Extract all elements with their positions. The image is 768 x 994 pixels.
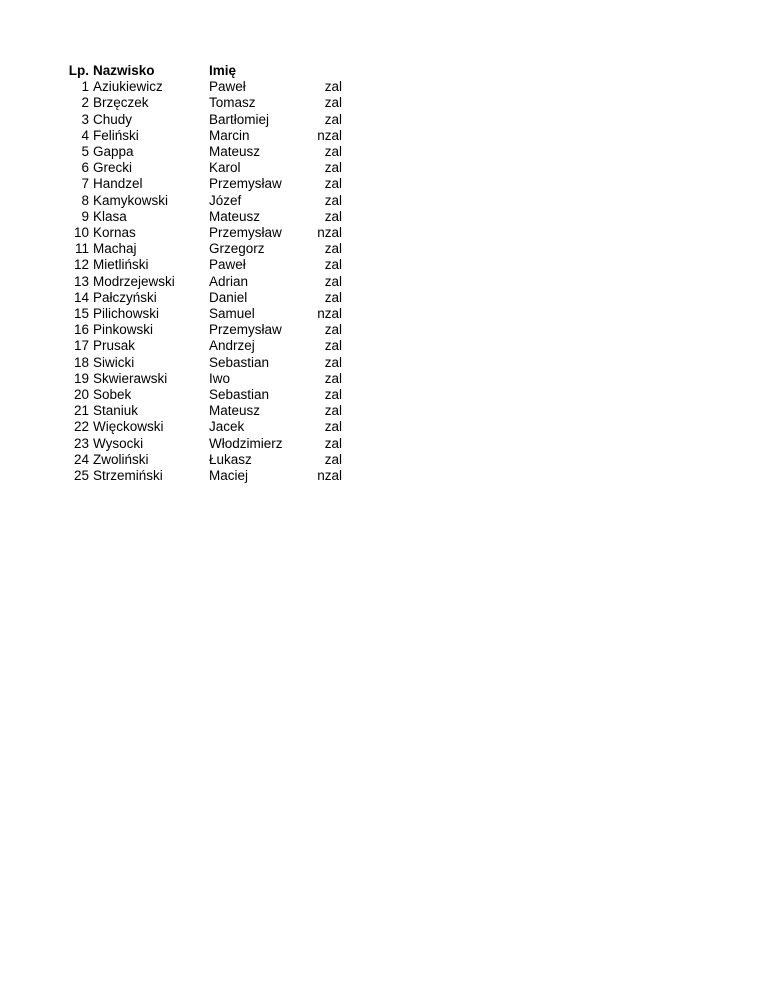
cell-first-name: Maciej <box>209 468 249 484</box>
table-row <box>62 128 342 144</box>
cell-result: zal <box>324 273 342 289</box>
cell-surname: Gappa <box>93 144 134 160</box>
cell-lp: 4 <box>81 127 89 143</box>
cell-first-name: Mateusz <box>209 144 261 160</box>
cell-first-name: Przemysław <box>209 176 282 192</box>
cell-first-name: Marcin <box>209 127 250 143</box>
cell-first-name: Mateusz <box>209 403 261 419</box>
cell-result: zal <box>324 241 342 257</box>
cell-surname: Pinkowski <box>93 322 154 338</box>
cell-result: zal <box>324 354 342 370</box>
cell-result: zal <box>324 370 342 386</box>
cell-surname: Siwicki <box>93 354 135 370</box>
cell-result: zal <box>324 403 342 419</box>
cell-result: zal <box>324 257 342 273</box>
table-row <box>62 355 342 371</box>
cell-first-name: Włodzimierz <box>209 435 283 451</box>
cell-result: zal <box>324 79 342 95</box>
cell-first-name: Sebastian <box>209 387 270 403</box>
table-row <box>62 371 342 387</box>
cell-result: zal <box>324 387 342 403</box>
cell-lp: 10 <box>73 225 89 241</box>
cell-lp: 11 <box>74 241 89 257</box>
cell-lp: 24 <box>73 451 89 467</box>
header-surname: Nazwisko <box>93 63 155 78</box>
table-row <box>62 160 342 176</box>
table-row <box>62 79 342 95</box>
cell-lp: 17 <box>73 338 89 354</box>
cell-first-name: Paweł <box>209 257 246 273</box>
table-row <box>62 468 342 484</box>
cell-lp: 15 <box>73 306 89 322</box>
cell-result: nzal <box>317 306 342 322</box>
cell-result: zal <box>324 419 342 435</box>
cell-surname: Sobek <box>93 387 132 403</box>
table-row <box>62 209 342 225</box>
cell-result: zal <box>324 111 342 127</box>
cell-lp: 9 <box>81 208 89 224</box>
cell-surname: Brzęczek <box>93 95 149 111</box>
cell-result: zal <box>324 208 342 224</box>
cell-result: zal <box>324 289 342 305</box>
cell-lp: 7 <box>81 176 89 192</box>
cell-surname: Klasa <box>93 208 127 224</box>
table-row <box>62 193 342 209</box>
cell-first-name: Karol <box>209 160 241 176</box>
cell-surname: Modrzejewski <box>93 273 175 289</box>
cell-first-name: Iwo <box>209 370 231 386</box>
cell-first-name: Andrzej <box>209 338 255 354</box>
cell-first-name: Bartłomiej <box>209 111 270 127</box>
cell-result: nzal <box>317 225 342 241</box>
cell-surname: Feliński <box>93 127 139 143</box>
cell-lp: 18 <box>73 354 89 370</box>
cell-surname: Pilichowski <box>93 306 160 322</box>
cell-lp: 23 <box>73 435 89 451</box>
cell-lp: 3 <box>81 111 89 127</box>
table-row <box>62 322 342 338</box>
table-row <box>62 176 342 192</box>
cell-surname: Więckowski <box>93 419 164 435</box>
cell-lp: 20 <box>73 387 89 403</box>
cell-first-name: Przemysław <box>209 225 282 241</box>
table-row <box>62 338 342 354</box>
cell-result: zal <box>324 144 342 160</box>
cell-surname: Pałczyński <box>93 289 157 305</box>
cell-result: zal <box>324 192 342 208</box>
student-results-sheet <box>62 63 342 484</box>
cell-result: zal <box>324 160 342 176</box>
cell-surname: Wysocki <box>93 435 144 451</box>
cell-first-name: Adrian <box>209 273 249 289</box>
cell-first-name: Paweł <box>209 79 246 95</box>
cell-first-name: Tomasz <box>209 95 256 111</box>
table-row <box>62 241 342 257</box>
cell-lp: 8 <box>81 192 89 208</box>
table-row <box>62 112 342 128</box>
cell-result: zal <box>324 451 342 467</box>
cell-surname: Zwoliński <box>93 451 149 467</box>
header-first-name: Imię <box>209 63 237 78</box>
cell-first-name: Sebastian <box>209 354 270 370</box>
cell-surname: Machaj <box>93 241 137 257</box>
cell-surname: Chudy <box>93 111 133 127</box>
table-row <box>62 403 342 419</box>
cell-surname: Aziukiewicz <box>93 79 163 95</box>
cell-surname: Grecki <box>93 160 133 176</box>
cell-first-name: Łukasz <box>209 451 252 467</box>
cell-result: zal <box>324 435 342 451</box>
table-row <box>62 225 342 241</box>
cell-surname: Handzel <box>93 176 143 192</box>
table-row <box>62 452 342 468</box>
cell-result: zal <box>324 176 342 192</box>
cell-first-name: Samuel <box>209 306 255 322</box>
cell-surname: Skwierawski <box>93 370 168 386</box>
table-row <box>62 290 342 306</box>
cell-surname: Strzemiński <box>93 468 163 484</box>
cell-lp: 12 <box>73 257 89 273</box>
header-lp: Lp. <box>68 63 89 78</box>
cell-surname: Mietliński <box>93 257 149 273</box>
cell-lp: 14 <box>73 289 89 305</box>
cell-surname: Kamykowski <box>93 192 169 208</box>
table-row <box>62 387 342 403</box>
cell-lp: 25 <box>73 468 89 484</box>
cell-first-name: Daniel <box>209 289 248 305</box>
table-row <box>62 95 342 111</box>
cell-lp: 22 <box>73 419 89 435</box>
cell-lp: 2 <box>81 95 89 111</box>
cell-first-name: Jacek <box>209 419 245 435</box>
table-row <box>62 274 342 290</box>
cell-first-name: Mateusz <box>209 208 261 224</box>
cell-lp: 6 <box>81 160 89 176</box>
cell-lp: 16 <box>73 322 89 338</box>
table-body <box>62 79 342 484</box>
cell-result: nzal <box>317 468 342 484</box>
cell-result: zal <box>324 338 342 354</box>
table-row <box>62 419 342 435</box>
cell-result: nzal <box>317 127 342 143</box>
table-row <box>62 436 342 452</box>
table-row <box>62 306 342 322</box>
cell-lp: 13 <box>73 273 89 289</box>
cell-lp: 19 <box>73 370 89 386</box>
cell-surname: Kornas <box>93 225 136 241</box>
cell-first-name: Przemysław <box>209 322 282 338</box>
cell-result: zal <box>324 95 342 111</box>
cell-lp: 5 <box>81 144 89 160</box>
table-row <box>62 144 342 160</box>
cell-result: zal <box>324 322 342 338</box>
cell-first-name: Grzegorz <box>209 241 265 257</box>
cell-surname: Prusak <box>93 338 136 354</box>
student-results-table <box>62 63 342 484</box>
header-result <box>307 63 342 79</box>
table-header-row <box>62 63 342 79</box>
cell-lp: 21 <box>73 403 89 419</box>
cell-first-name: Józef <box>209 192 242 208</box>
cell-surname: Staniuk <box>93 403 139 419</box>
table-row <box>62 257 342 273</box>
cell-lp: 1 <box>81 79 89 95</box>
